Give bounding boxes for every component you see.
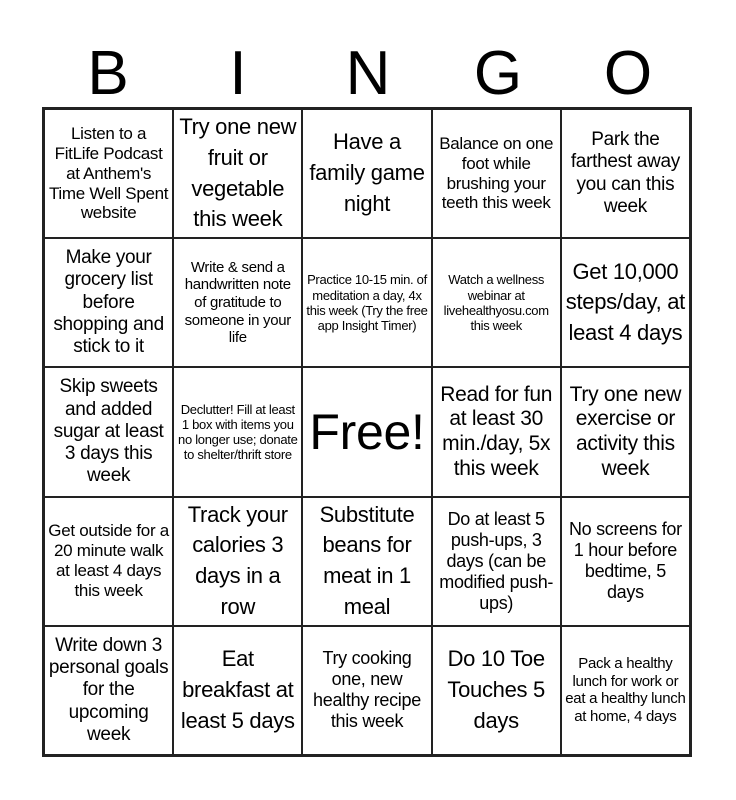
bingo-cell[interactable]: Balance on one foot while brushing your teeth this week: [432, 109, 561, 238]
bingo-cell[interactable]: Skip sweets and added sugar at least 3 days this week: [44, 367, 173, 496]
bingo-cell[interactable]: Declutter! Fill at least 1 box with items you no longer use; donate to shelter/thrift store: [173, 367, 302, 496]
bingo-cell[interactable]: Track your calories 3 days in a row: [173, 497, 302, 626]
bingo-cell[interactable]: Read for fun at least 30 min./day, 5x this week: [432, 367, 561, 496]
header-letter-i: I: [229, 39, 247, 108]
bingo-grid: [42, 107, 692, 757]
header-letter-b: B: [87, 39, 129, 108]
bingo-cell[interactable]: Pack a healthy lunch for work or eat a healthy lunch at home, 4 days: [561, 626, 690, 755]
bingo-header: [43, 38, 693, 110]
bingo-cell[interactable]: Do at least 5 push-ups, 3 days (can be modified push-ups): [432, 497, 561, 626]
free-space[interactable]: Free!: [302, 367, 431, 496]
bingo-cell[interactable]: Get 10,000 steps/day, at least 4 days: [561, 238, 690, 367]
bingo-cell[interactable]: Practice 10-15 min. of meditation a day, 4x this week (Try the free app Insight Timer): [302, 238, 431, 367]
bingo-cell[interactable]: Get outside for a 20 minute walk at least 4 days this week: [44, 497, 173, 626]
bingo-cell[interactable]: Write down 3 personal goals for the upcoming week: [44, 626, 173, 755]
header-letter-n: N: [345, 39, 391, 108]
bingo-cell[interactable]: Try one new fruit or vegetable this week: [173, 109, 302, 238]
bingo-cell[interactable]: Try one new exercise or activity this week: [561, 367, 690, 496]
bingo-cell[interactable]: No screens for 1 hour before bedtime, 5 days: [561, 497, 690, 626]
bingo-cell[interactable]: Park the farthest away you can this week: [561, 109, 690, 238]
bingo-cell[interactable]: Write & send a handwritten note of gratitude to someone in your life: [173, 238, 302, 367]
bingo-cell[interactable]: Do 10 Toe Touches 5 days: [432, 626, 561, 755]
bingo-cell[interactable]: Try cooking one, new healthy recipe this week: [302, 626, 431, 755]
bingo-cell[interactable]: Eat breakfast at least 5 days: [173, 626, 302, 755]
bingo-cell[interactable]: Make your grocery list before shopping and stick to it: [44, 238, 173, 367]
header-letter-g: G: [473, 39, 523, 108]
bingo-cell[interactable]: Listen to a FitLife Podcast at Anthem's Time Well Spent website: [44, 109, 173, 238]
bingo-cell[interactable]: Have a family game night: [302, 109, 431, 238]
bingo-cell[interactable]: Substitute beans for meat in 1 meal: [302, 497, 431, 626]
bingo-cell[interactable]: Watch a wellness webinar at livehealthyosu.com this week: [432, 238, 561, 367]
header-letter-o: O: [603, 39, 653, 108]
